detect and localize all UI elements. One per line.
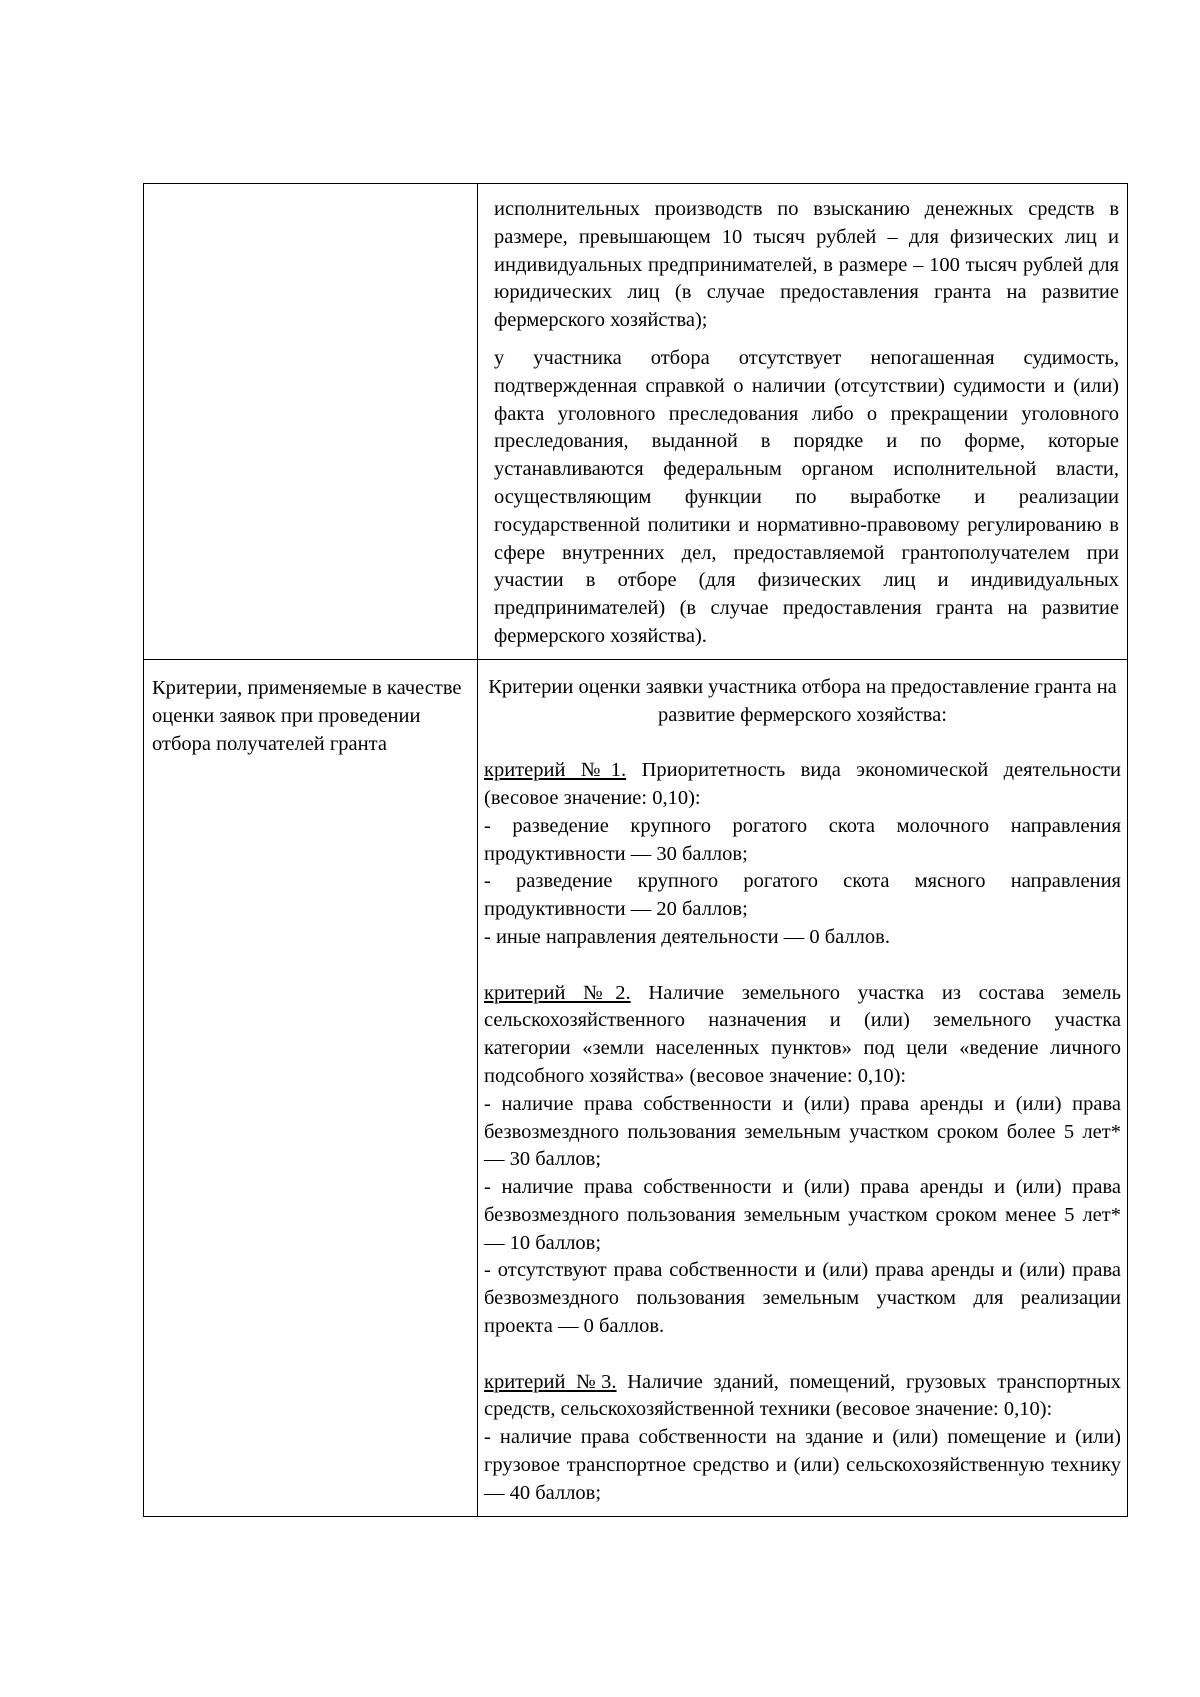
criterion-item: - отсутствуют права собственности и (или) права аренды и (или) права безвозмездного пользования земельным участком для реализации проекта — 0 баллов. (484, 1259, 1121, 1338)
criterion-label: критерий №1. (484, 759, 627, 782)
criterion-item: - разведение крупного рогатого скота мясного направления продуктивности — 20 баллов; (484, 870, 1121, 921)
criterion-label: критерий №2. (484, 981, 631, 1004)
criterion-text: Наличие зданий, помещений, грузовых транспортных средств, сельскохозяйственной техники (весовое значение: 0,10): (484, 1370, 1121, 1421)
criterion-item: - наличие права собственности и (или) права аренды и (или) права безвозмездного пользования земельным участком сроком менее 5 лет* — 10 баллов; (484, 1176, 1121, 1254)
table-row (144, 659, 1128, 1516)
criterion-item: - наличие права собственности и (или) права аренды и (или) права безвозмездного пользования земельным участком сроком более 5 лет* — 30 баллов; (484, 1092, 1121, 1171)
requirements-table (143, 183, 1128, 1517)
criteria-heading: Критерии оценки заявки участника отбора на предоставление гранта на развитие фермерского хозяйства: (488, 675, 1117, 726)
criterion-2 (484, 980, 1121, 1341)
criterion-label: критерий №3. (484, 1370, 617, 1393)
criteria-label: Критерии, применяемые в качестве оценки заявок при проведении отбора получателей гранта (152, 676, 462, 755)
row2-right-cell (478, 659, 1128, 1516)
table-row (144, 184, 1128, 660)
row2-left-cell (144, 659, 478, 1516)
criterion-text: Приоритетность вида экономической деятельности (весовое значение: 0,10): (484, 759, 1121, 809)
row1-paragraph: у участника отбора отсутствует непогашенная судимость, подтвержденная справкой о наличии (отсутствии) судимости и (или) факта уголовного преследования либо о прекращении уголовного преследования, выданной в порядке и по форме, которые устанавливаются федеральным органом исполнительной власти, осуществляющим функции по выработке и реализации государственной политики и нормативно-правовому регулированию в сфере внутренних дел, предоставляемой грантополучателем при участии в отборе (для физических лиц и индивидуальных предпринимателей) (в случае предоставления гранта на развитие фермерского хозяйства). (494, 346, 1119, 647)
row1-left-cell (144, 184, 478, 660)
criterion-item: - наличие права собственности на здание и (или) помещение и (или) грузовое транспортное средство и (или) сельскохозяйственную технику — 40 баллов; (484, 1426, 1121, 1504)
criterion-3 (484, 1369, 1121, 1508)
criterion-1 (484, 757, 1121, 952)
row1-paragraph: исполнительных производств по взысканию денежных средств в размере, превышающем 10 тысяч рублей – для физических лиц и индивидуальных предпринимателей, в размере – 100 тысяч рублей для юридических лиц (в случае предоставления гранта на развитие фермерского хозяйства); (494, 198, 1119, 332)
row1-right-cell (478, 184, 1128, 660)
criterion-item: - разведение крупного рогатого скота молочного направления продуктивности — 30 баллов; (484, 814, 1121, 865)
criterion-item: - иные направления деятельности — 0 баллов. (484, 925, 890, 948)
criterion-text: Наличие земельного участка из состава земель сельскохозяйственного назначения и (или) земельного участка категории «земли населенных пунктов» под цели «ведение личного подсобного хозяйства» (весовое значение: 0,10): (484, 981, 1121, 1087)
